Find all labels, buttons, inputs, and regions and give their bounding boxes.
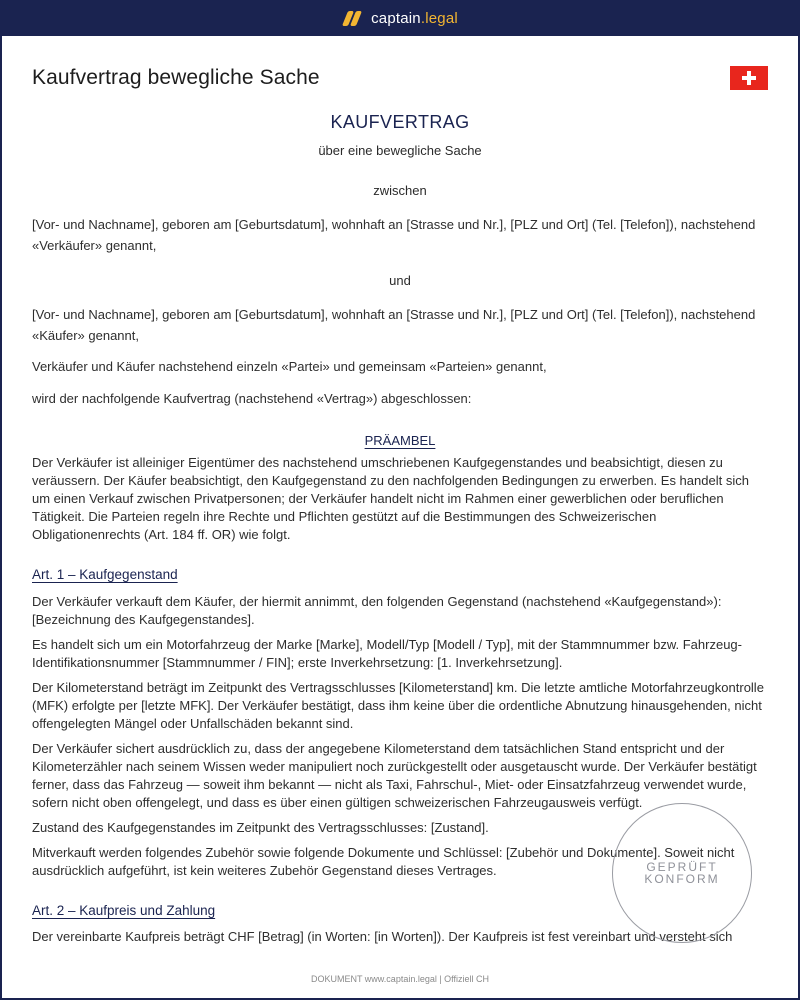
article-1-paragraph: Zustand des Kaufgegenstandes im Zeitpunkt des Vertragsschlusses: [Zustand]. bbox=[32, 820, 489, 835]
stamp-line-2: KONFORM bbox=[644, 872, 720, 886]
page-footer: DOKUMENT www.captain.legal | Offiziell CH bbox=[310, 974, 490, 984]
article-1-paragraph: Der Verkäufer sichert ausdrücklich zu, dass der angegebene Kilometerstand dem tatsächlichen Stand entspricht und der Kilometerzähler nach seinem Wissen weder manipuliert noch zurückgestellt oder ausgetauscht wurde. Der Verkäufer bestätigt ferner, dass das Fahrzeug — soweit ihm bekannt — nicht als Taxi, Fahrschul-, Miet- oder Einsatzfahrzeug verwendet wurde, sofern nicht oben offengelegt, und dass es über einen gültigen schweizerischen Fahrzeugausweis verfügt. bbox=[32, 741, 757, 810]
party-seller: [Vor- und Nachname], geboren am [Geburtsdatum], wohnhaft an [Strasse und Nr.], [PLZ und Ort] (Tel. [Telefon]), nachstehend «Verkäufer» genannt, bbox=[32, 217, 756, 253]
and-text: und bbox=[389, 273, 411, 288]
brand-name: captain.legal bbox=[371, 9, 458, 27]
stamp-line-1: GEPRÜFT bbox=[646, 860, 718, 874]
swiss-flag-icon bbox=[730, 66, 768, 90]
article-1-paragraph: Der Verkäufer verkauft dem Käufer, der hiermit annimmt, den folgenden Gegenstand (nachstehend «Kaufgegenstand»): [Bezeichnung des Kaufgegenstandes]. bbox=[32, 594, 722, 627]
top-bar bbox=[0, 0, 800, 36]
article-2-paragraph: Der vereinbarte Kaufpreis beträgt CHF [Betrag] (in Worten: [in Worten]). Der Kaufpreis ist fest vereinbart und versteht sich bbox=[32, 929, 733, 944]
parties-definition: Verkäufer und Käufer nachstehend einzeln «Partei» und gemeinsam «Parteien» genannt, bbox=[32, 359, 547, 374]
article-1-heading: Art. 1 – Kaufgegenstand bbox=[32, 567, 178, 582]
captain-legal-logo-icon bbox=[342, 10, 362, 26]
article-1-paragraph: Mitverkauft werden folgendes Zubehör sowie folgende Dokumente und Schlüssel: [Zubehör und Dokumente]. Soweit nicht ausdrücklich aufgeführt, ist kein weiteres Zubehör Gegenstand dieses Vertrages. bbox=[32, 845, 735, 878]
preamble-heading: PRÄAMBEL bbox=[364, 433, 436, 448]
party-buyer: [Vor- und Nachname], geboren am [Geburtsdatum], wohnhaft an [Strasse und Nr.], [PLZ und Ort] (Tel. [Telefon]), nachstehend «Käufer» genannt, bbox=[32, 307, 756, 343]
contract-conclusion: wird der nachfolgende Kaufvertrag (nachstehend «Vertrag») abgeschlossen: bbox=[32, 391, 472, 406]
contract-subheading: über eine bewegliche Sache bbox=[318, 143, 482, 158]
document-header bbox=[32, 66, 768, 94]
contract-heading: KAUFVERTRAG bbox=[330, 112, 470, 132]
document-page bbox=[2, 36, 798, 998]
article-2-heading: Art. 2 – Kaufpreis und Zahlung bbox=[32, 903, 216, 918]
between-text: zwischen bbox=[373, 183, 427, 198]
preamble-text: Der Verkäufer ist alleiniger Eigentümer des nachstehend umschriebenen Kaufgegenstandes und beabsichtigt, diesen zu veräussern. Der Käufer beabsichtigt, den Kaufgegenstand zu den nachfolgenden Bedingungen zu erwerben. Es handelt sich um einen Verkauf zwischen Privatpersonen; der Verkäufer handelt nicht im Rahmen einer gewerblichen oder beruflichen Tätigkeit. Die Parteien regeln ihre Rechte und Pflichten gestützt auf die Bestimmungen des Schweizerischen Obligationenrechts (Art. 184 ff. OR) wie folgt. bbox=[32, 455, 749, 542]
article-1-paragraph: Der Kilometerstand beträgt im Zeitpunkt des Vertragsschlusses [Kilometerstand] km. Die letzte amtliche Motorfahrzeugkontrolle (MFK) erfolgte per [letzte MFK]. Der Verkäufer bestätigt, dass ihm keine über die ordentliche Abnutzung hinausgehenden, nicht offengelegten Mängel oder Unfallschäden bekannt sind. bbox=[32, 680, 764, 731]
document-title: Kaufvertrag bewegliche Sache bbox=[32, 66, 320, 89]
brand-logo[interactable] bbox=[342, 10, 458, 27]
article-1-paragraph: Es handelt sich um ein Motorfahrzeug der Marke [Marke], Modell/Typ [Modell / Typ], mit der Stammnummer bzw. Fahrzeug-Identifikationsnummer [Stammnummer / FIN]; erste Inverkehrsetzung: [1. Inverkehrsetzung]. bbox=[32, 637, 742, 670]
approval-stamp bbox=[612, 803, 752, 943]
